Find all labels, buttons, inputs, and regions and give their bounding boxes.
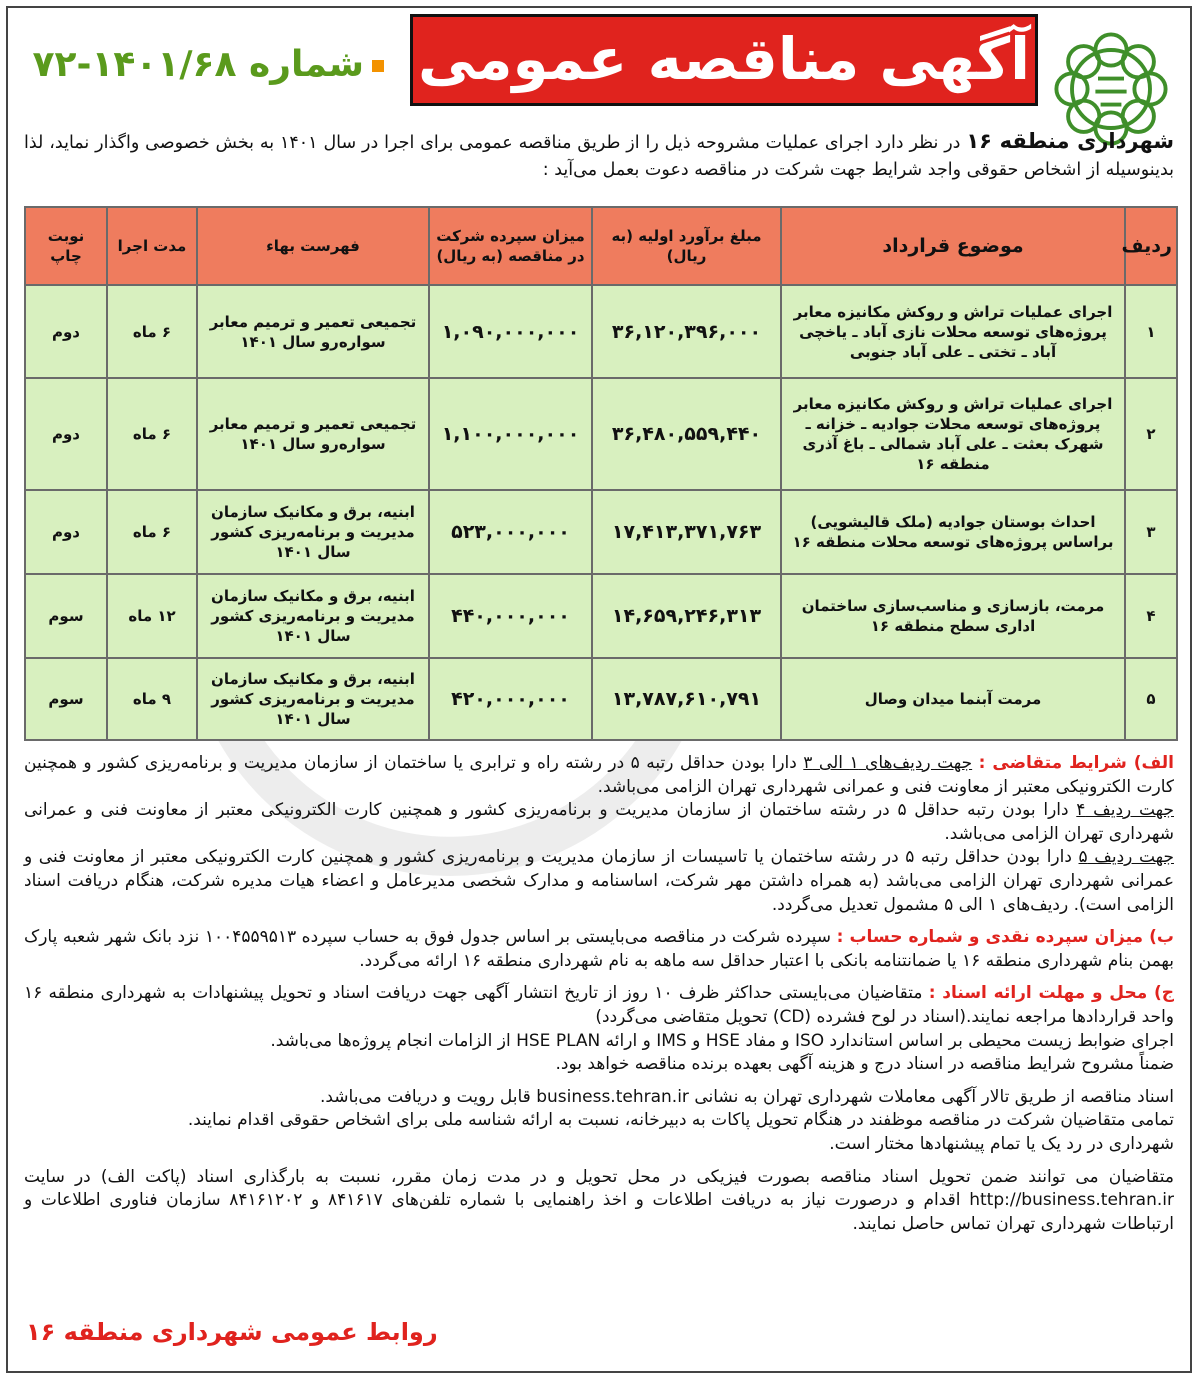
cell-subject: مرمت آبنما میدان وصال <box>781 658 1125 740</box>
intro-org: شهرداری منطقه ۱۶ <box>966 129 1174 153</box>
cell-deposit: ۵۲۳,۰۰۰,۰۰۰ <box>429 490 592 574</box>
conditions-section <box>24 752 1174 1236</box>
condition-a1-text: دارا بودن حداقل رتبه ۵ در رشته راه و ترابری یا ساختمان از سازمان مدیریت و برنامه‌ریزی کشور و همچنین کارت الکترونیکی معتبر از معاونت فنی و عمرانی شهرداری تهران الزامی می‌باشد. <box>24 753 1174 797</box>
cell-subject: مرمت، بازسازی و مناسب‌سازی ساختمان اداری سطح منطقه ۱۶ <box>781 574 1125 658</box>
condition-b-title: ب) میزان سپرده نقدی و شماره حساب : <box>836 927 1175 948</box>
condition-a3-text: دارا بودن حداقل رتبه ۵ در رشته ساختمان یا تاسیسات از سازمان مدیریت و برنامه‌ریزی کشور و همچنین کارت الکترونیکی معتبر از معاونت فنی و عمرانی شهرداری تهران الزامی می‌باشد (به همراه داشتن مهر شرکت، اساسنامه و مدارک شخصی مدیرعامل و اعضاء هیات مدیره شرکت، هنگام دریافت اسناد الزامی است). ردیف‌های ۱ الی ۵ مشمول تعدیل می‌گردد. <box>24 847 1174 915</box>
condition-a3 <box>24 846 1174 917</box>
cell-subject: احداث بوستان جوادیه (ملک قالیشویی) براساس پروژه‌های توسعه محلات منطقه ۱۶ <box>781 490 1125 574</box>
cell-print: سوم <box>25 658 107 740</box>
cell-deposit: ۱,۱۰۰,۰۰۰,۰۰۰ <box>429 378 592 490</box>
condition-a2-text: دارا بودن رتبه حداقل ۵ در رشته ساختمان از سازمان مدیریت و برنامه‌ریزی کشور و همچنین کارت الکترونیکی معتبر از معاونت فنی و عمرانی شهرداری تهران الزامی می‌باشد. <box>24 800 1174 844</box>
condition-p1: اجرای ضوابط زیست محیطی بر اساس استاندارد ISO و مفاد HSE و IMS و ارائه HSE PLAN از الزامات انجام پروژه‌ها می‌باشد. <box>270 1030 1174 1051</box>
condition-p5: شهرداری در رد یک یا تمام پیشنهادها مختار است. <box>829 1133 1174 1154</box>
condition-p6: متقاضیان می توانند ضمن تحویل اسناد مناقصه بصورت فیزیکی در محل تحویل و در مدت زمان مقرر، نسبت به بارگذاری اسناد (پاکت الف) در سایت http://business.tehran.ir اقدام و درصورت نیاز به دریافت اطلاعات و اخذ راهنمایی با شماره تلفن‌های ۸۴۱۶۱۷ و ۸۴۱۶۱۲۰۲ سازمان فناوری اطلاعات و ارتباطات شهرداری تهران تماس حاصل نمایند. <box>24 1166 1174 1234</box>
condition-c <box>24 982 1174 1029</box>
cell-pricelist: ابنیه، برق و مکانیک سازمان مدیریت و برنامه‌ریزی کشور سال ۱۴۰۱ <box>197 490 429 574</box>
orange-square-icon <box>372 60 384 72</box>
condition-a <box>24 752 1174 799</box>
cell-duration: ۱۲ ماه <box>107 574 197 658</box>
cell-print: دوم <box>25 285 107 378</box>
col-deposit-header: میزان سپرده شرکت در مناقصه (به ریال) <box>429 207 592 285</box>
issue-label: شماره <box>248 44 364 85</box>
cell-row: ۳ <box>1125 490 1177 574</box>
col-row-header: ردیف <box>1125 207 1177 285</box>
cell-print: دوم <box>25 490 107 574</box>
cell-deposit: ۴۲۰,۰۰۰,۰۰۰ <box>429 658 592 740</box>
cell-estimate: ۱۳,۷۸۷,۶۱۰,۷۹۱ <box>592 658 781 740</box>
cell-pricelist: ابنیه، برق و مکانیک سازمان مدیریت و برنامه‌ریزی کشور سال ۱۴۰۱ <box>197 658 429 740</box>
cell-row: ۲ <box>1125 378 1177 490</box>
condition-c-title: ج) محل و مهلت ارائه اسناد : <box>928 983 1174 1004</box>
col-estimate-header: مبلغ برآورد اولیه (به ریال) <box>592 207 781 285</box>
cell-subject: اجرای عملیات تراش و روکش مکانیزه معابر پروژه‌های توسعه محلات نازی آباد ـ یاخچی آباد ـ تختی ـ علی آباد جنوبی <box>781 285 1125 378</box>
cell-row: ۴ <box>1125 574 1177 658</box>
table-row <box>25 378 1177 490</box>
condition-p2: ضمناً مشروح شرایط مناقصه در اسناد درج و هزینه آگهی بعهده برنده مناقصه خواهد بود. <box>555 1054 1174 1075</box>
tenders-table <box>24 206 1178 741</box>
cell-row: ۵ <box>1125 658 1177 740</box>
intro-paragraph <box>24 128 1174 184</box>
cell-deposit: ۴۴۰,۰۰۰,۰۰۰ <box>429 574 592 658</box>
condition-a-title: الف) شرایط متقاضی : <box>978 753 1174 773</box>
table-row <box>25 285 1177 378</box>
cell-pricelist: ابنیه، برق و مکانیک سازمان مدیریت و برنامه‌ریزی کشور سال ۱۴۰۱ <box>197 574 429 658</box>
condition-a1-rows: جهت ردیف‌های ۱ الی ۳ <box>803 753 973 773</box>
cell-estimate: ۱۷,۴۱۳,۳۷۱,۷۶۳ <box>592 490 781 574</box>
condition-a2-rows: جهت ردیف ۴ <box>1076 800 1174 821</box>
cell-estimate: ۳۶,۴۸۰,۵۵۹,۴۴۰ <box>592 378 781 490</box>
table-row <box>25 658 1177 740</box>
condition-c-text: متقاضیان می‌بایستی حداکثر ظرف ۱۰ روز از تاریخ انتشار آگهی جهت دریافت اسناد و تحویل پیشنهادات به شهرداری منطقه ۱۶ واحد قراردادها مراجعه نمایند.(اسناد در لوح فشرده (CD) تحویل متقاضی می‌گردد) <box>24 983 1174 1027</box>
public-relations-signature: روابط عمومی شهرداری منطقه ۱۶ <box>26 1318 438 1346</box>
condition-b <box>24 926 1174 973</box>
condition-a2 <box>24 799 1174 846</box>
col-duration-header: مدت اجرا <box>107 207 197 285</box>
cell-print: دوم <box>25 378 107 490</box>
cell-duration: ۶ ماه <box>107 378 197 490</box>
table-header-row <box>25 207 1177 285</box>
cell-row: ۱ <box>1125 285 1177 378</box>
condition-p3: اسناد مناقصه از طریق تالار آگهی معاملات شهرداری تهران به نشانی business.tehran.ir قابل رویت و دریافت می‌باشد. <box>319 1086 1174 1107</box>
table-row <box>25 574 1177 658</box>
col-subject-header: موضوع قرارداد <box>781 207 1125 285</box>
cell-subject: اجرای عملیات تراش و روکش مکانیزه معابر پروژه‌های توسعه محلات جوادیه ـ خزانه ـ شهرک بعثت ـ علی آباد شمالی ـ باغ آذری منطقه ۱۶ <box>781 378 1125 490</box>
col-pricelist-header: فهرست بهاء <box>197 207 429 285</box>
cell-print: سوم <box>25 574 107 658</box>
intro-text: در نظر دارد اجرای عملیات مشروحه ذیل را از طریق مناقصه عمومی برای اجرا در سال ۱۴۰۱ به بخش خصوصی واگذار نماید، لذا بدینوسیله از اشخاص حقوقی واجد شرایط جهت شرکت در مناقصه دعوت بعمل می‌آید : <box>24 133 1174 180</box>
cell-pricelist: تجمیعی تعمیر و ترمیم معابر سواره‌رو سال ۱۴۰۱ <box>197 285 429 378</box>
cell-estimate: ۳۶,۱۲۰,۳۹۶,۰۰۰ <box>592 285 781 378</box>
cell-estimate: ۱۴,۶۵۹,۲۴۶,۳۱۳ <box>592 574 781 658</box>
notice-title-banner: آگهی مناقصه عمومی <box>410 14 1038 106</box>
table-row <box>25 490 1177 574</box>
condition-b-text: سپرده شرکت در مناقصه می‌بایستی بر اساس جدول فوق به حساب سپرده ۱۰۰۴۵۵۹۵۱۳ نزد بانک شهر شعبه پارک بهمن بنام شهرداری منطقه ۱۶ یا ضمانتنامه بانکی با اعتبار حداقل سه ماهه به نام شهرداری منطقه ۱۶ ارائه می‌گردد. <box>24 927 1174 971</box>
col-print-header: نوبت چاپ <box>25 207 107 285</box>
cell-duration: ۹ ماه <box>107 658 197 740</box>
condition-a3-rows: جهت ردیف ۵ <box>1078 847 1174 868</box>
cell-deposit: ۱,۰۹۰,۰۰۰,۰۰۰ <box>429 285 592 378</box>
cell-duration: ۶ ماه <box>107 490 197 574</box>
cell-duration: ۶ ماه <box>107 285 197 378</box>
issue-value: ۱۴۰۱/۶۸-۷۲ <box>32 44 237 85</box>
issue-number <box>24 44 384 85</box>
condition-p4: تمامی متقاضیان شرکت در مناقصه موظفند در هنگام تحویل پاکات به دبیرخانه، نسبت به ارائه شناسه ملی برای اشخاص حقوقی اقدام نمایند. <box>187 1110 1174 1131</box>
cell-pricelist: تجمیعی تعمیر و ترمیم معابر سواره‌رو سال ۱۴۰۱ <box>197 378 429 490</box>
